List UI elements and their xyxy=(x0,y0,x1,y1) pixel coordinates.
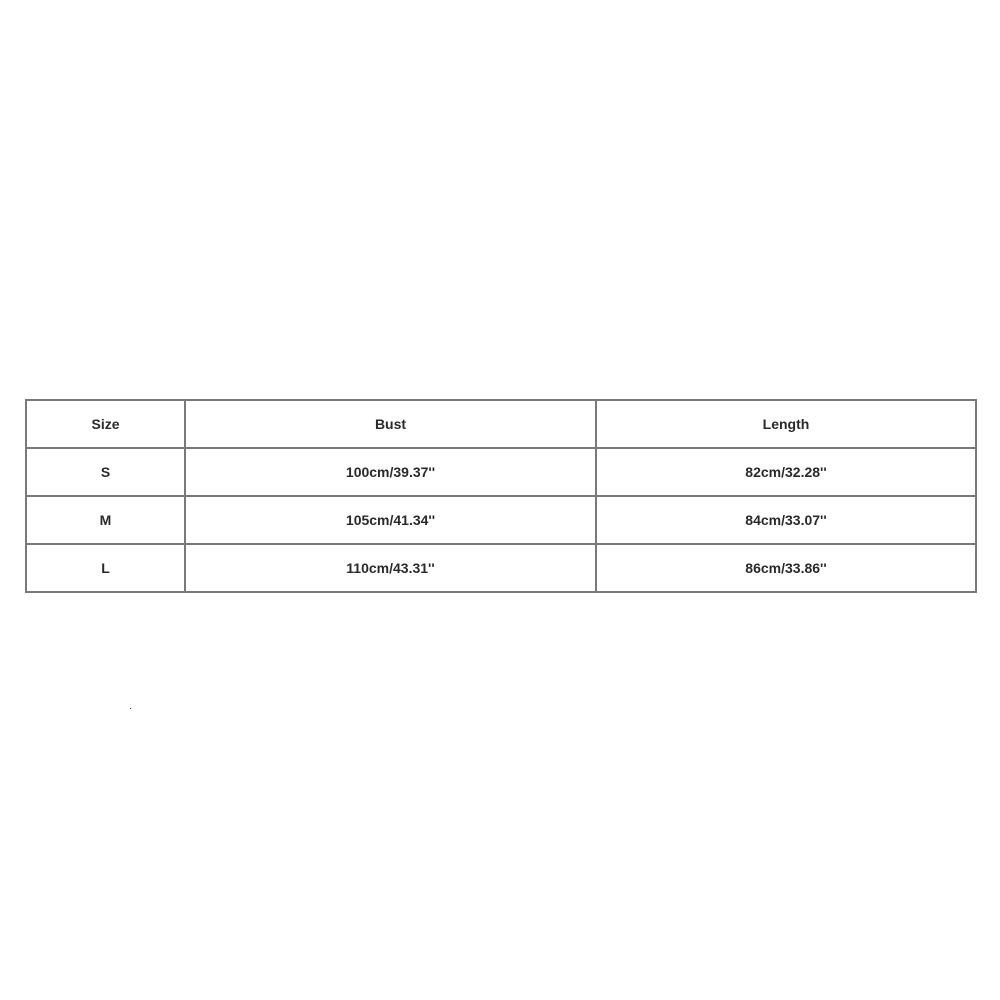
header-row xyxy=(26,400,976,448)
bust-cell: 100cm/39.37'' xyxy=(185,448,596,496)
length-cell: 82cm/32.28'' xyxy=(596,448,976,496)
bust-cell: 105cm/41.34'' xyxy=(185,496,596,544)
header-size: Size xyxy=(26,400,185,448)
size-cell: L xyxy=(26,544,185,592)
table-row xyxy=(26,544,976,592)
bust-cell: 110cm/43.31'' xyxy=(185,544,596,592)
length-cell: 86cm/33.86'' xyxy=(596,544,976,592)
table-row xyxy=(26,496,976,544)
stray-dot xyxy=(130,708,131,709)
size-cell: S xyxy=(26,448,185,496)
size-cell: M xyxy=(26,496,185,544)
header-length: Length xyxy=(596,400,976,448)
header-bust: Bust xyxy=(185,400,596,448)
table-row xyxy=(26,448,976,496)
length-cell: 84cm/33.07'' xyxy=(596,496,976,544)
size-chart-table xyxy=(25,399,977,593)
